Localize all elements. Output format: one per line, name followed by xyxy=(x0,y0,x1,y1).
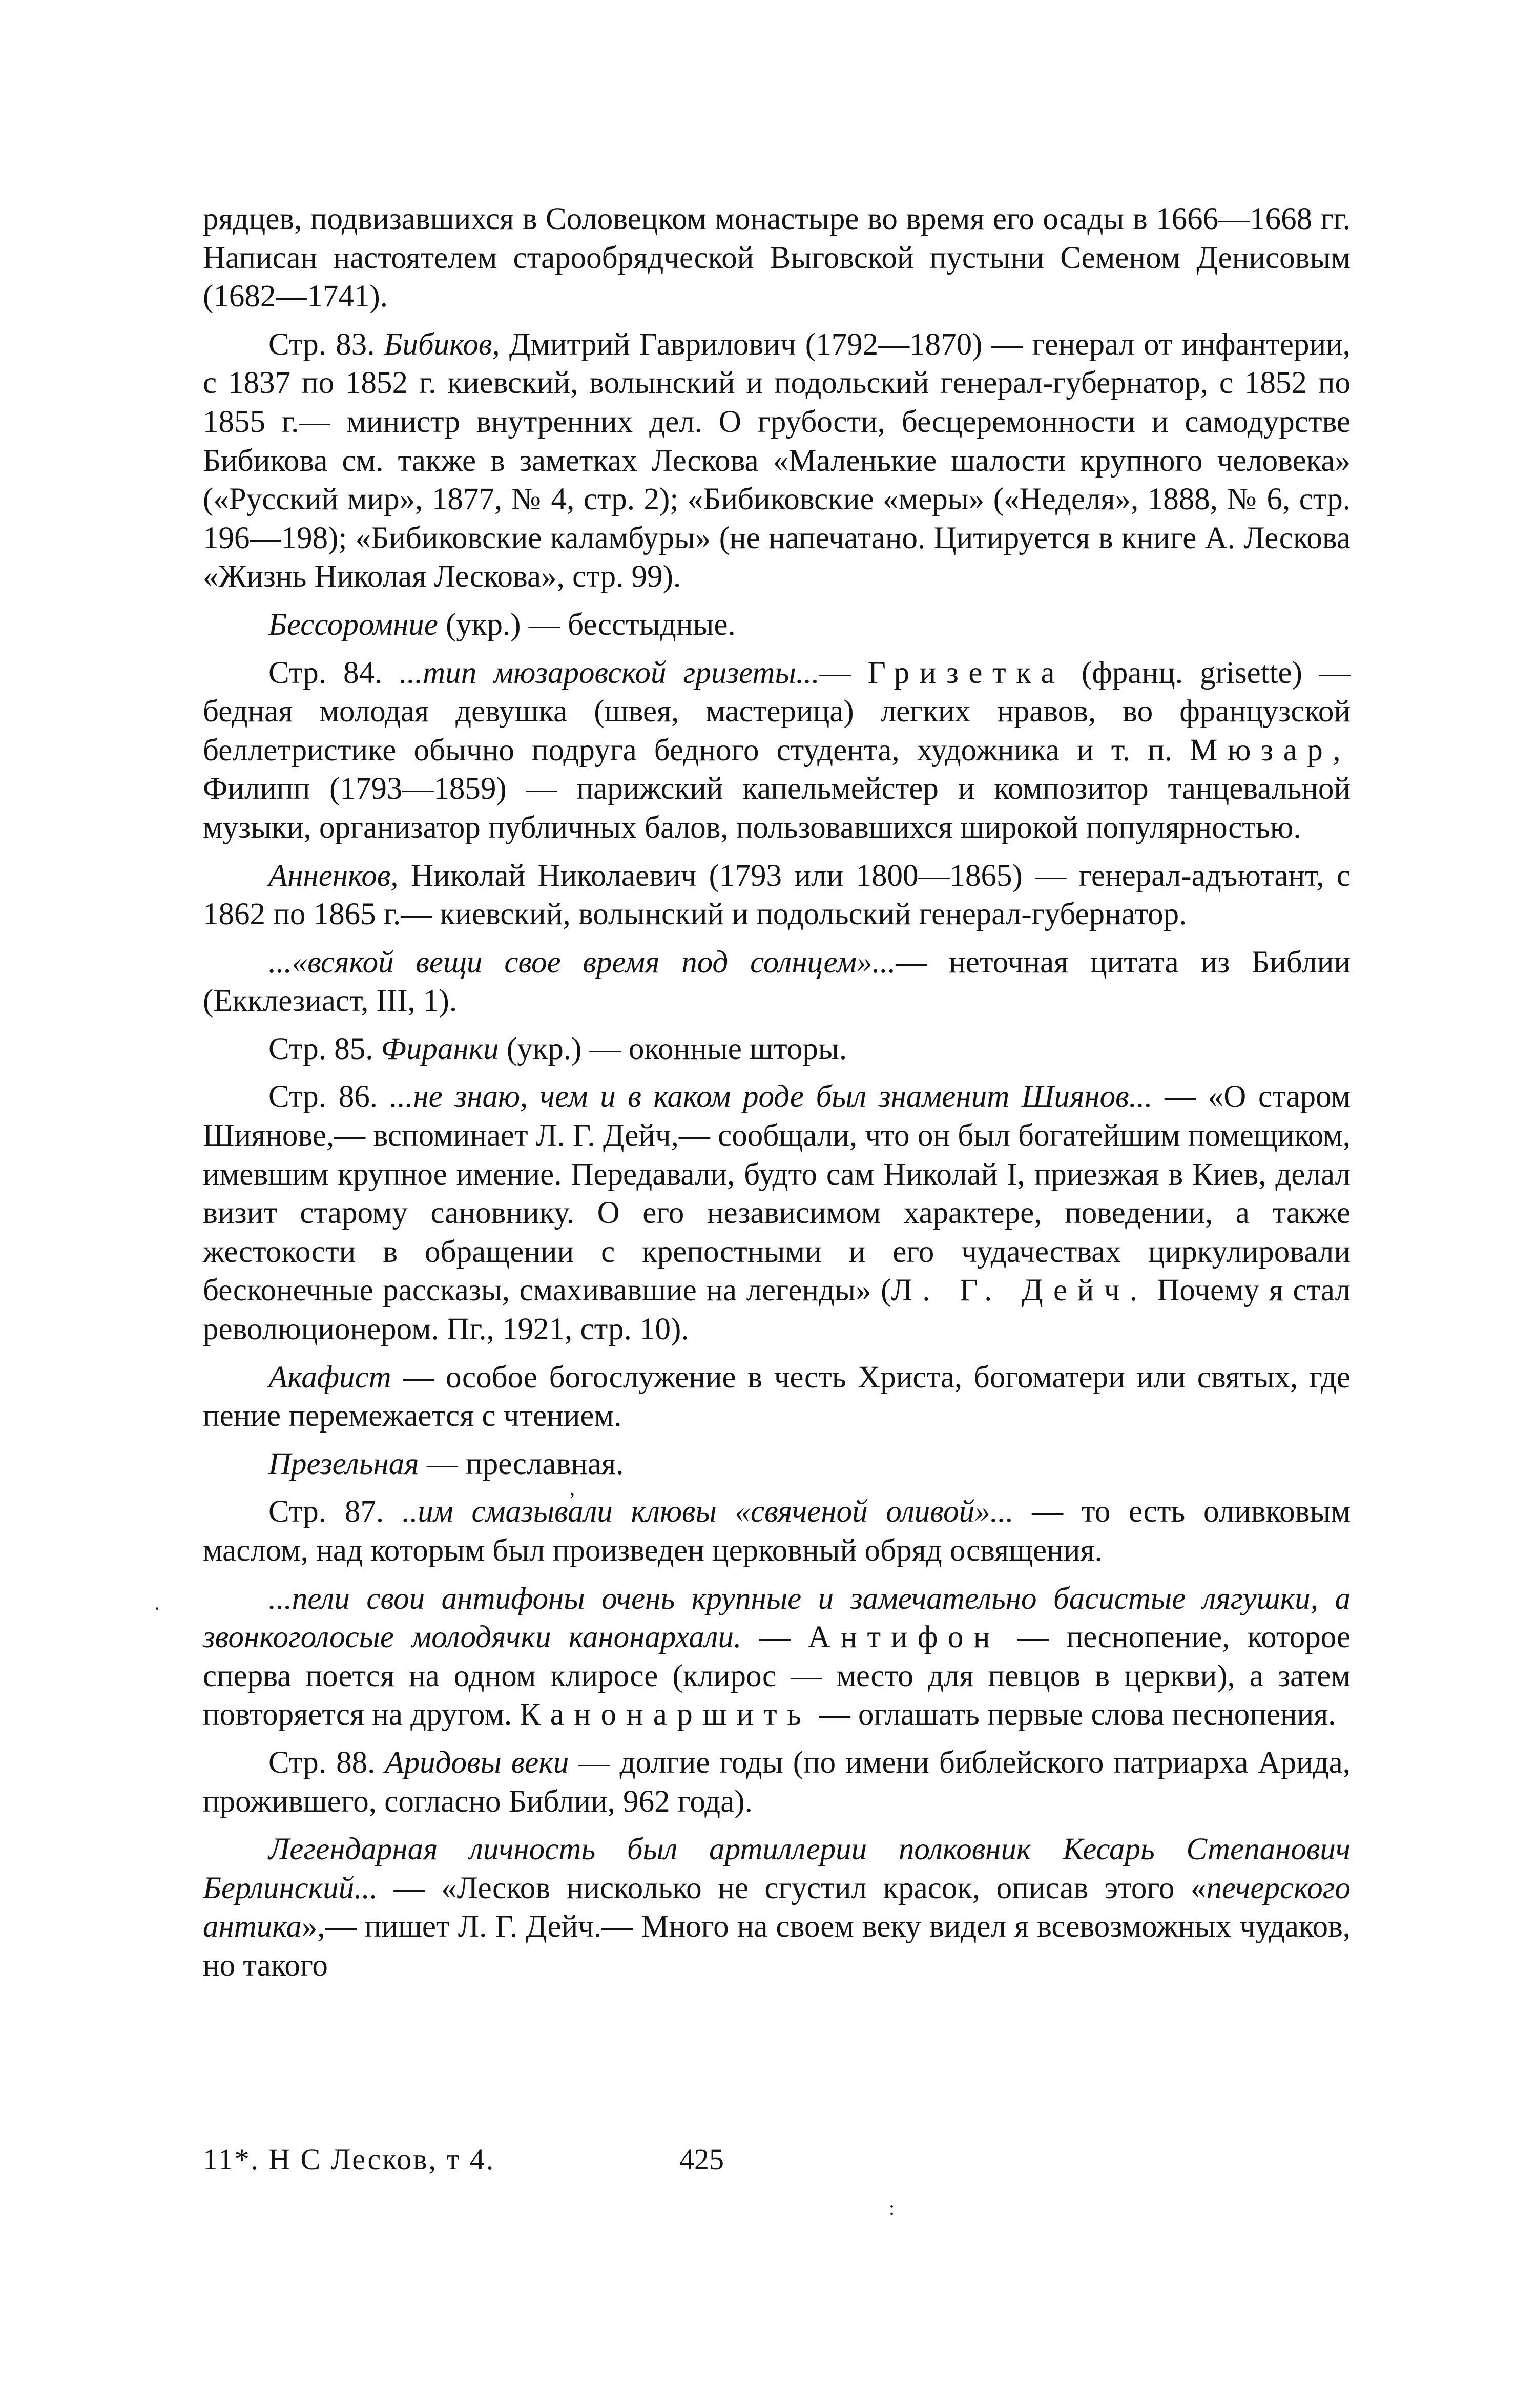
paragraph xyxy=(203,606,1351,645)
italic-term: Бессоромние xyxy=(268,607,438,642)
spaced-term: Гризетка xyxy=(867,655,1065,690)
stray-mark: · xyxy=(154,1597,161,1620)
text-run: — то есть оливковым маслом, над которым был произведен церковный обряд освящения. xyxy=(203,1494,1351,1568)
paragraph xyxy=(203,943,1351,1021)
spaced-term: Антифон xyxy=(807,1620,1001,1655)
text-run: »,— пишет Л. Г. Дейч.— Много на своем веку видел я всевозможных чудаков, но такого xyxy=(203,1909,1351,1983)
text-run: Филипп (1793—1859) — парижский капельмейстер и композитор танцевальной музыки, организатор публичных балов, пользовавшихся широкой популярностью. xyxy=(203,772,1351,845)
italic-term: Анненков, xyxy=(268,858,399,893)
text-run: — оглашать первые слова песнопения. xyxy=(811,1697,1336,1732)
text-run: Стр. 88. xyxy=(268,1745,385,1780)
text-run: — неточная цитата из Библии (Екклезиаст, III, 1). xyxy=(203,945,1351,1019)
text-run: Почему я стал революционером. Пг., 1921, стр. 10). xyxy=(203,1273,1351,1347)
paragraph xyxy=(203,1030,1351,1069)
text-run: рядцев, подвизавшихся в Соловецком монастыре во время его осады в 1666—1668 гг. Написан настоятелем старообрядческой Выговской пустыни Семеном Денисовым (1682—1741). xyxy=(203,202,1351,314)
italic-term: ...«всякой вещи свое время под солнцем»... xyxy=(268,945,896,980)
text-run: Стр. 83. xyxy=(268,327,384,362)
italic-term: ...не знаю, чем и в каком роде был знаменит Шиянов... xyxy=(389,1080,1153,1114)
text-run: (франц. grisette) — бедная молодая девушка (швея, мастерица) легких нравов, во французской беллетристике обычно подруга бедного студента, художника и т. п. xyxy=(203,655,1351,767)
italic-term: Презельная xyxy=(268,1446,419,1481)
paragraph xyxy=(203,1743,1351,1821)
page-body xyxy=(203,200,1351,1985)
paragraph xyxy=(203,1445,1351,1484)
text-run: Стр. 85. xyxy=(268,1031,381,1066)
text-run: — xyxy=(741,1620,808,1655)
paragraph xyxy=(203,1580,1351,1734)
text-run: — «О старом Шиянове,— вспоминает Л. Г. Дейч,— сообщали, что он был богатейшим помещиком, имевшим крупное имение. Передавали, будто сам Николай I, приезжая в Киев, делал визит старому сановнику. О его независимом характере, поведении, а также жестокости в обращении с крепостными и его чудачествах циркулировали бесконечные рассказы, смахивавшие на легенды» ( xyxy=(203,1080,1351,1308)
stray-mark: ‚ xyxy=(569,1477,576,1500)
paragraph xyxy=(203,1358,1351,1436)
italic-term: Фиранки xyxy=(381,1031,499,1066)
text-run: — песнопение, которое сперва поется на одном клиросе (клирос — место для певцов в церкви), а затем повторяется на другом. xyxy=(203,1620,1351,1732)
text-run: — особое богослужение в честь Христа, богоматери или святых, где пение перемежается с чтением. xyxy=(203,1360,1351,1434)
italic-term: Бибиков, xyxy=(384,327,500,362)
text-run: — преславная. xyxy=(419,1446,624,1481)
spaced-term: Канонаршить xyxy=(520,1697,812,1732)
text-run: Стр. 84. xyxy=(268,655,400,690)
italic-term: Акафист xyxy=(268,1360,391,1395)
text-run: (укр.) — бесстыдные. xyxy=(438,607,736,642)
italic-term: Легендарная личность был артиллерии полковник Кесарь Степанович Берлинский... xyxy=(203,1832,1351,1905)
paragraph xyxy=(203,325,1351,596)
italic-term: ..им смазывали клювы «свяченой оливой»... xyxy=(402,1494,1014,1529)
text-run: — «Лесков нисколько не сгустил красок, описав этого « xyxy=(377,1871,1207,1905)
text-run: (укр.) — оконные шторы. xyxy=(499,1031,847,1066)
text-run: — xyxy=(819,655,868,690)
printer-signature: 11*. Н С Лесков, т 4. xyxy=(203,2143,495,2176)
text-run: Дмитрий Гаврилович (1792—1870) — генерал от инфантерии, с 1837 по 1852 г. киевский, волынский и подольский генерал-губернатор, с 1852 по 1855 г.— министр внутренних дел. О грубости, бесцеремонности и самодурстве Бибикова см. также в заметках Лескова «Маленькие шалости крупного человека» («Русский мир», 1877, № 4, стр. 2); «Бибиковские «меры» («Неделя», 1888, № 6, стр. 196—198); «Бибиковские каламбуры» (не напечатано. Цитируется в книге А. Лескова «Жизнь Николая Лескова», стр. 99). xyxy=(203,327,1351,594)
paragraph xyxy=(203,1492,1351,1570)
paragraph xyxy=(203,1077,1351,1348)
spaced-term: Мюзар, xyxy=(1190,733,1351,767)
italic-term: печерского антика xyxy=(203,1871,1351,1944)
text-run: Николай Николаевич (1793 или 1800—1865) — генерал-адъютант, с 1862 по 1865 г.— киевский, волынский и подольский генерал-губернатор. xyxy=(203,858,1351,932)
spaced-term: Л. Г. Дейч. xyxy=(891,1273,1148,1308)
italic-term: ...пели свои антифоны очень крупные и замечательно басистые лягушки, а звонкоголосые молодячки канонархали. xyxy=(203,1581,1351,1655)
paragraph xyxy=(203,654,1351,847)
paragraph xyxy=(203,200,1351,316)
text-run: — долгие годы (по имени библейского патриарха Арида, прожившего, согласно Библии, 962 года). xyxy=(203,1745,1351,1819)
italic-term: ...тип мюзаровской гризеты... xyxy=(399,655,820,690)
paragraph xyxy=(203,1830,1351,1985)
stray-mark: : xyxy=(889,2196,895,2219)
text-run: Стр. 86. xyxy=(268,1080,390,1114)
italic-term: Аридовы веки xyxy=(385,1745,569,1780)
text-run: Стр. 87. xyxy=(268,1494,402,1529)
paragraph xyxy=(203,857,1351,934)
page-number: 425 xyxy=(679,2143,724,2176)
